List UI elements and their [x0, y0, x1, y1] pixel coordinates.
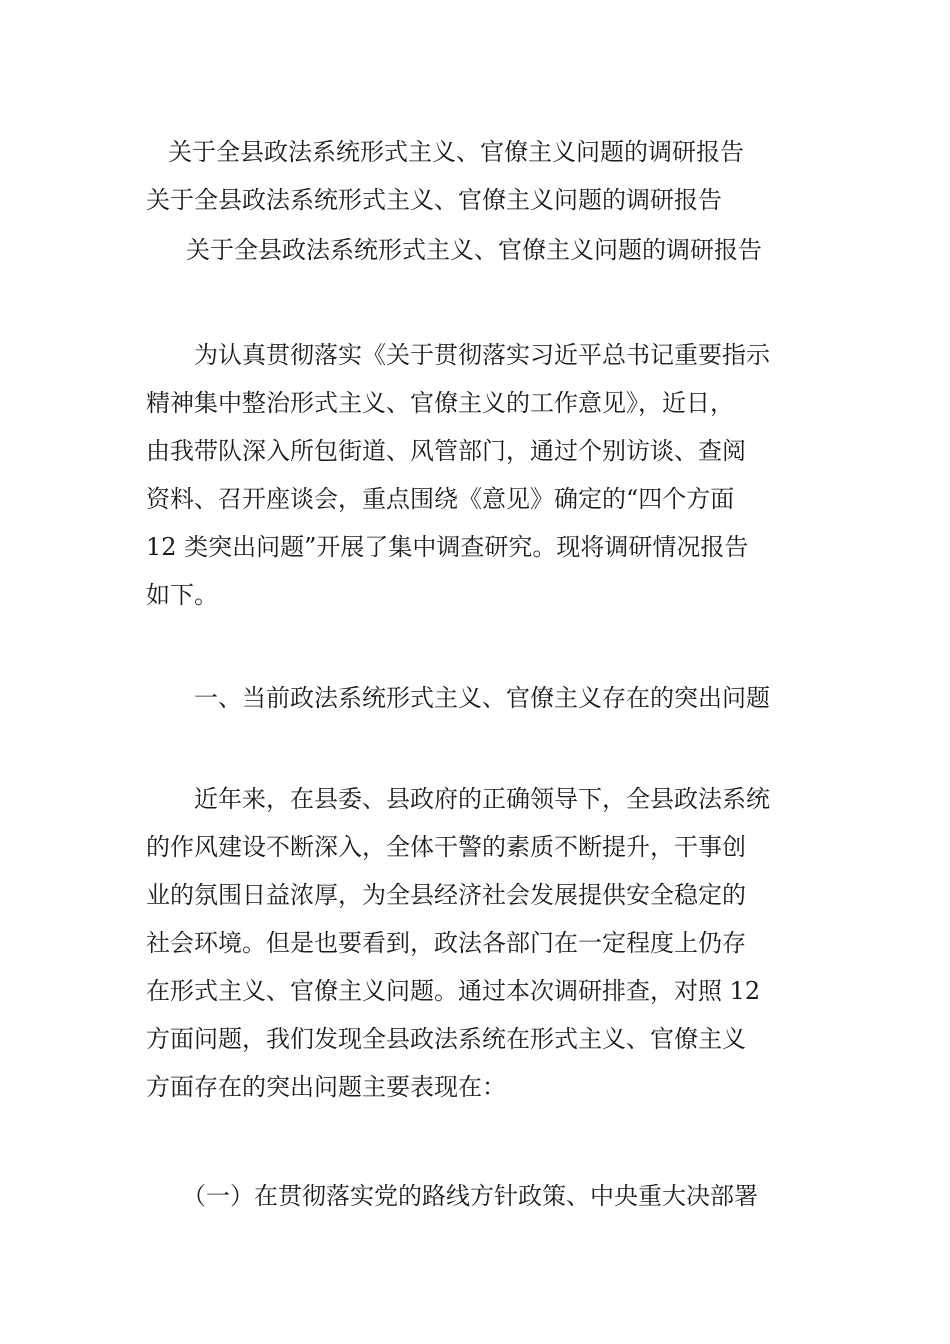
body-line: 方面问题，我们发现全县政法系统在形式主义、官僚主义: [146, 1025, 746, 1053]
intro-line: 由我带队深入所包街道、风管部门，通过个别访谈、查阅: [146, 437, 746, 465]
intro-line: 如下。: [146, 581, 218, 609]
report-title-3: 关于全县政法系统形式主义、官僚主义问题的调研报告: [186, 236, 762, 264]
section-heading-text: 一、当前政法系统形式主义、官僚主义存在的突出问题: [146, 684, 770, 712]
intro-line: 资料、召开座谈会，重点围绕《意见》确定的“四个方面: [146, 485, 735, 513]
body-line: 业的氛围日益浓厚，为全县经济社会发展提供安全稳定的: [146, 881, 746, 909]
subsection-heading: [146, 1172, 808, 1220]
intro-paragraph: [146, 331, 808, 619]
body-line: 近年来，在县委、县政府的正确领导下，全县政法系统: [146, 785, 770, 813]
report-title-1: 关于全县政法系统形式主义、官僚主义问题的调研报告: [168, 138, 744, 166]
section-heading: [146, 674, 808, 722]
body-line: 在形式主义、官僚主义问题。通过本次调研排查，对照 12: [146, 977, 761, 1005]
report-title-2: 关于全县政法系统形式主义、官僚主义问题的调研报告: [146, 186, 722, 214]
subsection-heading-text: （一）在贯彻落实党的路线方针政策、中央重大决部署: [146, 1182, 758, 1210]
intro-line: 为认真贯彻落实《关于贯彻落实习近平总书记重要指示: [146, 341, 770, 369]
body-paragraph: [146, 775, 808, 1111]
body-line: 的作风建设不断深入，全体干警的素质不断提升，干事创: [146, 833, 746, 861]
body-line: 社会环境。但是也要看到，政法各部门在一定程度上仍存: [146, 929, 746, 957]
body-line: 方面存在的突出问题主要表现在：: [146, 1073, 506, 1101]
intro-line: 12 类突出问题”开展了集中调查研究。现将调研情况报告: [146, 533, 749, 561]
intro-line: 精神集中整治形式主义、官僚主义的工作意见》，近日，: [146, 389, 734, 417]
